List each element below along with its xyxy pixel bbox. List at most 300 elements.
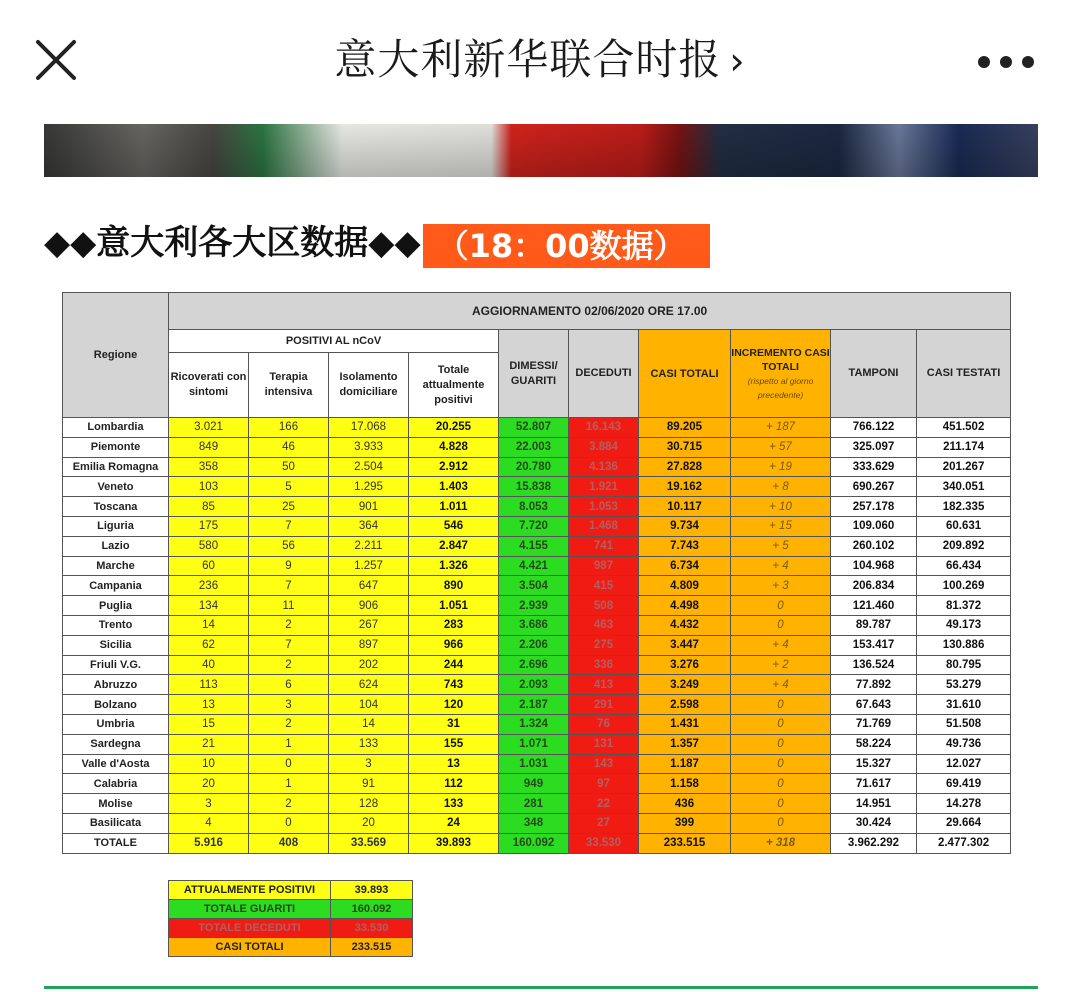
cell-terapia: 56 bbox=[249, 536, 329, 556]
diamond-icons-left: ◆◆ bbox=[44, 223, 97, 263]
cell-incremento: + 19 bbox=[731, 457, 831, 477]
header-incremento bbox=[731, 330, 831, 418]
summary-label: TOTALE DECEDUTI bbox=[169, 919, 331, 938]
cell-dimessi: 1.071 bbox=[499, 734, 569, 754]
cell-ricoverati: 5.916 bbox=[169, 833, 249, 853]
cell-totale-positivi: 24 bbox=[409, 813, 499, 833]
cell-casi-totali: 27.828 bbox=[639, 457, 731, 477]
cell-casi-testati: 12.027 bbox=[917, 754, 1011, 774]
cell-casi-totali: 4.432 bbox=[639, 615, 731, 635]
cell-dimessi: 7.720 bbox=[499, 516, 569, 536]
summary-row bbox=[169, 938, 413, 957]
table-row bbox=[63, 635, 1011, 655]
table-row bbox=[63, 754, 1011, 774]
header-casi-testati: CASI TESTATI bbox=[917, 330, 1011, 418]
cell-isolamento: 14 bbox=[329, 714, 409, 734]
cell-totale-positivi: 120 bbox=[409, 695, 499, 715]
cell-casi-testati: 60.631 bbox=[917, 516, 1011, 536]
cell-totale-positivi: 1.326 bbox=[409, 556, 499, 576]
cell-region: Umbria bbox=[63, 714, 169, 734]
header-regione: Regione bbox=[63, 293, 169, 418]
cell-deceduti: 1.921 bbox=[569, 477, 639, 497]
cell-totale-positivi: 2.912 bbox=[409, 457, 499, 477]
header-incremento-label: INCREMENTO CASI TOTALI bbox=[731, 346, 830, 373]
cell-incremento: + 187 bbox=[731, 418, 831, 438]
cell-terapia: 2 bbox=[249, 615, 329, 635]
cell-casi-totali: 1.357 bbox=[639, 734, 731, 754]
cell-dimessi: 281 bbox=[499, 794, 569, 814]
cell-region: Basilicata bbox=[63, 813, 169, 833]
cell-region: Molise bbox=[63, 794, 169, 814]
cell-totale-positivi: 743 bbox=[409, 675, 499, 695]
cell-terapia: 50 bbox=[249, 457, 329, 477]
cell-isolamento: 33.569 bbox=[329, 833, 409, 853]
cell-region: Veneto bbox=[63, 477, 169, 497]
summary-value: 160.092 bbox=[331, 900, 413, 919]
cell-casi-totali: 436 bbox=[639, 794, 731, 814]
cell-incremento: 0 bbox=[731, 734, 831, 754]
cell-isolamento: 3 bbox=[329, 754, 409, 774]
cell-tamponi: 325.097 bbox=[831, 437, 917, 457]
cell-tamponi: 260.102 bbox=[831, 536, 917, 556]
cell-totale-positivi: 39.893 bbox=[409, 833, 499, 853]
cell-ricoverati: 134 bbox=[169, 596, 249, 616]
cell-casi-testati: 340.051 bbox=[917, 477, 1011, 497]
summary-label: ATTUALMENTE POSITIVI bbox=[169, 881, 331, 900]
cell-dimessi: 2.206 bbox=[499, 635, 569, 655]
cell-region: Lazio bbox=[63, 536, 169, 556]
cell-ricoverati: 849 bbox=[169, 437, 249, 457]
header-deceduti: DECEDUTI bbox=[569, 330, 639, 418]
cell-tamponi: 71.617 bbox=[831, 774, 917, 794]
table-row bbox=[63, 774, 1011, 794]
cell-terapia: 6 bbox=[249, 675, 329, 695]
account-title-area bbox=[0, 0, 1080, 120]
cell-dimessi: 2.093 bbox=[499, 675, 569, 695]
account-title: 意大利新华联合时报 bbox=[334, 35, 722, 84]
header-totale-positivi: Totale attualmente positivi bbox=[409, 353, 499, 418]
cell-casi-totali: 4.809 bbox=[639, 576, 731, 596]
cell-tamponi: 766.122 bbox=[831, 418, 917, 438]
account-title-link[interactable] bbox=[334, 35, 745, 84]
table-row bbox=[63, 695, 1011, 715]
cell-casi-totali: 3.276 bbox=[639, 655, 731, 675]
cell-isolamento: 1.257 bbox=[329, 556, 409, 576]
cell-ricoverati: 4 bbox=[169, 813, 249, 833]
cell-region: Marche bbox=[63, 556, 169, 576]
cell-isolamento: 202 bbox=[329, 655, 409, 675]
cell-ricoverati: 175 bbox=[169, 516, 249, 536]
cell-casi-totali: 233.515 bbox=[639, 833, 731, 853]
cell-tamponi: 333.629 bbox=[831, 457, 917, 477]
cell-ricoverati: 20 bbox=[169, 774, 249, 794]
cell-region: Liguria bbox=[63, 516, 169, 536]
cell-tamponi: 14.951 bbox=[831, 794, 917, 814]
cell-ricoverati: 62 bbox=[169, 635, 249, 655]
cell-tamponi: 104.968 bbox=[831, 556, 917, 576]
cell-region: Piemonte bbox=[63, 437, 169, 457]
cell-dimessi: 2.939 bbox=[499, 596, 569, 616]
cell-region: Sardegna bbox=[63, 734, 169, 754]
cell-totale-positivi: 2.847 bbox=[409, 536, 499, 556]
cell-dimessi: 949 bbox=[499, 774, 569, 794]
cell-casi-totali: 1.158 bbox=[639, 774, 731, 794]
cell-casi-totali: 2.598 bbox=[639, 695, 731, 715]
summary-value: 233.515 bbox=[331, 938, 413, 957]
cell-incremento: + 3 bbox=[731, 576, 831, 596]
chevron-right-icon: › bbox=[729, 39, 746, 83]
table-row bbox=[63, 437, 1011, 457]
cell-dimessi: 8.053 bbox=[499, 497, 569, 517]
cell-dimessi: 348 bbox=[499, 813, 569, 833]
cell-region: Bolzano bbox=[63, 695, 169, 715]
summary-rows bbox=[169, 881, 413, 957]
header-incremento-note: (rispetto al giorno precedente) bbox=[747, 375, 814, 400]
cell-deceduti: 16.143 bbox=[569, 418, 639, 438]
cell-isolamento: 364 bbox=[329, 516, 409, 536]
cell-dimessi: 22.003 bbox=[499, 437, 569, 457]
cell-incremento: + 4 bbox=[731, 556, 831, 576]
cell-tamponi: 3.962.292 bbox=[831, 833, 917, 853]
cell-totale-positivi: 966 bbox=[409, 635, 499, 655]
region-data-table bbox=[62, 292, 1011, 854]
cell-tamponi: 77.892 bbox=[831, 675, 917, 695]
cell-deceduti: 987 bbox=[569, 556, 639, 576]
cell-dimessi: 1.324 bbox=[499, 714, 569, 734]
cell-isolamento: 2.504 bbox=[329, 457, 409, 477]
cell-isolamento: 133 bbox=[329, 734, 409, 754]
table-row bbox=[63, 477, 1011, 497]
cell-deceduti: 415 bbox=[569, 576, 639, 596]
cell-casi-totali: 10.117 bbox=[639, 497, 731, 517]
summary-table bbox=[168, 880, 413, 957]
cell-deceduti: 4.136 bbox=[569, 457, 639, 477]
cell-deceduti: 1.053 bbox=[569, 497, 639, 517]
cell-region: Friuli V.G. bbox=[63, 655, 169, 675]
cell-region: Sicilia bbox=[63, 635, 169, 655]
cell-tamponi: 89.787 bbox=[831, 615, 917, 635]
cell-incremento: + 2 bbox=[731, 655, 831, 675]
cell-tamponi: 153.417 bbox=[831, 635, 917, 655]
cell-terapia: 1 bbox=[249, 774, 329, 794]
cell-terapia: 3 bbox=[249, 695, 329, 715]
cell-isolamento: 624 bbox=[329, 675, 409, 695]
cell-isolamento: 2.211 bbox=[329, 536, 409, 556]
cell-isolamento: 17.068 bbox=[329, 418, 409, 438]
cell-terapia: 0 bbox=[249, 754, 329, 774]
cell-tamponi: 121.460 bbox=[831, 596, 917, 616]
cell-tamponi: 257.178 bbox=[831, 497, 917, 517]
cell-incremento: + 10 bbox=[731, 497, 831, 517]
cell-ricoverati: 358 bbox=[169, 457, 249, 477]
cell-casi-totali: 89.205 bbox=[639, 418, 731, 438]
cell-region: Campania bbox=[63, 576, 169, 596]
cell-casi-testati: 2.477.302 bbox=[917, 833, 1011, 853]
cell-dimessi: 15.838 bbox=[499, 477, 569, 497]
cell-region: Valle d'Aosta bbox=[63, 754, 169, 774]
header-casi-totali: CASI TOTALI bbox=[639, 330, 731, 418]
header-update-title: AGGIORNAMENTO 02/06/2020 ORE 17.00 bbox=[169, 293, 1011, 330]
cell-casi-totali: 6.734 bbox=[639, 556, 731, 576]
cell-totale-positivi: 155 bbox=[409, 734, 499, 754]
cell-tamponi: 136.524 bbox=[831, 655, 917, 675]
cell-terapia: 166 bbox=[249, 418, 329, 438]
cell-isolamento: 906 bbox=[329, 596, 409, 616]
cell-casi-testati: 130.886 bbox=[917, 635, 1011, 655]
cell-incremento: 0 bbox=[731, 596, 831, 616]
cell-tamponi: 206.834 bbox=[831, 576, 917, 596]
cell-totale-positivi: 13 bbox=[409, 754, 499, 774]
cell-dimessi: 2.187 bbox=[499, 695, 569, 715]
cell-tamponi: 58.224 bbox=[831, 734, 917, 754]
cell-region: Trento bbox=[63, 615, 169, 635]
cell-terapia: 9 bbox=[249, 556, 329, 576]
cell-tamponi: 30.424 bbox=[831, 813, 917, 833]
cell-isolamento: 647 bbox=[329, 576, 409, 596]
cell-tamponi: 15.327 bbox=[831, 754, 917, 774]
cell-region: Lombardia bbox=[63, 418, 169, 438]
cell-deceduti: 336 bbox=[569, 655, 639, 675]
table-row bbox=[63, 516, 1011, 536]
cell-terapia: 7 bbox=[249, 516, 329, 536]
cell-region: Puglia bbox=[63, 596, 169, 616]
summary-label: TOTALE GUARITI bbox=[169, 900, 331, 919]
cell-casi-testati: 80.795 bbox=[917, 655, 1011, 675]
cell-incremento: + 4 bbox=[731, 635, 831, 655]
cell-incremento: + 4 bbox=[731, 675, 831, 695]
cell-casi-testati: 209.892 bbox=[917, 536, 1011, 556]
more-icon[interactable] bbox=[978, 56, 1034, 68]
cell-dimessi: 3.686 bbox=[499, 615, 569, 635]
cell-casi-testati: 53.279 bbox=[917, 675, 1011, 695]
cell-casi-testati: 100.269 bbox=[917, 576, 1011, 596]
cell-casi-testati: 29.664 bbox=[917, 813, 1011, 833]
cell-terapia: 408 bbox=[249, 833, 329, 853]
table-row bbox=[63, 556, 1011, 576]
cell-totale-positivi: 283 bbox=[409, 615, 499, 635]
cell-deceduti: 143 bbox=[569, 754, 639, 774]
cell-deceduti: 76 bbox=[569, 714, 639, 734]
cell-tamponi: 71.769 bbox=[831, 714, 917, 734]
cell-tamponi: 67.643 bbox=[831, 695, 917, 715]
summary-value: 39.893 bbox=[331, 881, 413, 900]
cell-isolamento: 104 bbox=[329, 695, 409, 715]
table-row bbox=[63, 655, 1011, 675]
cell-isolamento: 128 bbox=[329, 794, 409, 814]
cell-casi-testati: 51.508 bbox=[917, 714, 1011, 734]
diamond-icons-right: ◆◆ bbox=[368, 223, 421, 263]
section-divider bbox=[44, 986, 1038, 989]
cell-ricoverati: 113 bbox=[169, 675, 249, 695]
cell-deceduti: 3.884 bbox=[569, 437, 639, 457]
cell-deceduti: 463 bbox=[569, 615, 639, 635]
total-row bbox=[63, 833, 1011, 853]
cell-ricoverati: 40 bbox=[169, 655, 249, 675]
cell-incremento: 0 bbox=[731, 794, 831, 814]
cell-dimessi: 3.504 bbox=[499, 576, 569, 596]
cell-totale-positivi: 31 bbox=[409, 714, 499, 734]
cell-isolamento: 20 bbox=[329, 813, 409, 833]
cell-deceduti: 508 bbox=[569, 596, 639, 616]
cell-tamponi: 690.267 bbox=[831, 477, 917, 497]
table-row bbox=[63, 596, 1011, 616]
cell-terapia: 0 bbox=[249, 813, 329, 833]
summary-row bbox=[169, 900, 413, 919]
header-tamponi: TAMPONI bbox=[831, 330, 917, 418]
cell-totale-positivi: 890 bbox=[409, 576, 499, 596]
cell-deceduti: 291 bbox=[569, 695, 639, 715]
cell-incremento: 0 bbox=[731, 714, 831, 734]
cell-deceduti: 97 bbox=[569, 774, 639, 794]
cell-dimessi: 4.155 bbox=[499, 536, 569, 556]
time-badge: （18：00数据） bbox=[423, 224, 710, 268]
table-row bbox=[63, 794, 1011, 814]
cell-ricoverati: 3.021 bbox=[169, 418, 249, 438]
cell-casi-totali: 4.498 bbox=[639, 596, 731, 616]
cell-incremento: + 57 bbox=[731, 437, 831, 457]
header-terapia: Terapia intensiva bbox=[249, 353, 329, 418]
cell-ricoverati: 14 bbox=[169, 615, 249, 635]
cell-casi-testati: 211.174 bbox=[917, 437, 1011, 457]
cell-incremento: 0 bbox=[731, 695, 831, 715]
cell-casi-totali: 9.734 bbox=[639, 516, 731, 536]
table-row bbox=[63, 418, 1011, 438]
cell-casi-testati: 49.736 bbox=[917, 734, 1011, 754]
cell-terapia: 25 bbox=[249, 497, 329, 517]
cell-region: Toscana bbox=[63, 497, 169, 517]
header-isolamento: Isolamento domiciliare bbox=[329, 353, 409, 418]
header-positivi-group: POSITIVI AL nCoV bbox=[169, 330, 499, 353]
cell-ricoverati: 10 bbox=[169, 754, 249, 774]
cell-casi-totali: 399 bbox=[639, 813, 731, 833]
header-ricoverati: Ricoverati con sintomi bbox=[169, 353, 249, 418]
cell-casi-totali: 30.715 bbox=[639, 437, 731, 457]
cell-terapia: 1 bbox=[249, 734, 329, 754]
heading-text: 意大利各大区数据 bbox=[96, 223, 369, 263]
table-row bbox=[63, 734, 1011, 754]
cell-casi-totali: 19.162 bbox=[639, 477, 731, 497]
cell-terapia: 2 bbox=[249, 714, 329, 734]
cell-casi-totali: 3.249 bbox=[639, 675, 731, 695]
cell-ricoverati: 15 bbox=[169, 714, 249, 734]
cell-terapia: 2 bbox=[249, 655, 329, 675]
region-rows bbox=[63, 418, 1011, 854]
cell-region: Calabria bbox=[63, 774, 169, 794]
cell-casi-totali: 3.447 bbox=[639, 635, 731, 655]
cell-ricoverati: 103 bbox=[169, 477, 249, 497]
cell-casi-testati: 49.173 bbox=[917, 615, 1011, 635]
cell-region: TOTALE bbox=[63, 833, 169, 853]
table-row bbox=[63, 536, 1011, 556]
cell-deceduti: 413 bbox=[569, 675, 639, 695]
summary-label: CASI TOTALI bbox=[169, 938, 331, 957]
cell-isolamento: 901 bbox=[329, 497, 409, 517]
table-row bbox=[63, 714, 1011, 734]
cell-casi-totali: 7.743 bbox=[639, 536, 731, 556]
table-row bbox=[63, 675, 1011, 695]
cell-casi-totali: 1.431 bbox=[639, 714, 731, 734]
cell-deceduti: 275 bbox=[569, 635, 639, 655]
cell-incremento: + 15 bbox=[731, 516, 831, 536]
cell-deceduti: 33.530 bbox=[569, 833, 639, 853]
cell-totale-positivi: 133 bbox=[409, 794, 499, 814]
close-icon[interactable] bbox=[34, 38, 78, 82]
cell-totale-positivi: 20.255 bbox=[409, 418, 499, 438]
cell-casi-testati: 451.502 bbox=[917, 418, 1011, 438]
cell-incremento: 0 bbox=[731, 754, 831, 774]
cell-ricoverati: 85 bbox=[169, 497, 249, 517]
cell-incremento: + 318 bbox=[731, 833, 831, 853]
cell-region: Emilia Romagna bbox=[63, 457, 169, 477]
cell-terapia: 7 bbox=[249, 576, 329, 596]
cell-isolamento: 1.295 bbox=[329, 477, 409, 497]
summary-value: 33.530 bbox=[331, 919, 413, 938]
cell-dimessi: 20.780 bbox=[499, 457, 569, 477]
cell-totale-positivi: 112 bbox=[409, 774, 499, 794]
cell-casi-testati: 69.419 bbox=[917, 774, 1011, 794]
cell-terapia: 2 bbox=[249, 794, 329, 814]
cell-totale-positivi: 244 bbox=[409, 655, 499, 675]
cell-terapia: 11 bbox=[249, 596, 329, 616]
cell-ricoverati: 60 bbox=[169, 556, 249, 576]
cell-incremento: 0 bbox=[731, 615, 831, 635]
cell-totale-positivi: 546 bbox=[409, 516, 499, 536]
cell-isolamento: 897 bbox=[329, 635, 409, 655]
cell-dimessi: 4.421 bbox=[499, 556, 569, 576]
cell-incremento: + 8 bbox=[731, 477, 831, 497]
cell-incremento: 0 bbox=[731, 774, 831, 794]
cell-ricoverati: 13 bbox=[169, 695, 249, 715]
cell-casi-testati: 81.372 bbox=[917, 596, 1011, 616]
cell-totale-positivi: 4.828 bbox=[409, 437, 499, 457]
table-row bbox=[63, 457, 1011, 477]
cell-dimessi: 160.092 bbox=[499, 833, 569, 853]
cell-terapia: 5 bbox=[249, 477, 329, 497]
cell-dimessi: 1.031 bbox=[499, 754, 569, 774]
cell-totale-positivi: 1.011 bbox=[409, 497, 499, 517]
cell-ricoverati: 21 bbox=[169, 734, 249, 754]
table-row bbox=[63, 576, 1011, 596]
cell-deceduti: 1.468 bbox=[569, 516, 639, 536]
cell-dimessi: 2.696 bbox=[499, 655, 569, 675]
cell-dimessi: 52.807 bbox=[499, 418, 569, 438]
cell-isolamento: 91 bbox=[329, 774, 409, 794]
cell-incremento: 0 bbox=[731, 813, 831, 833]
cell-ricoverati: 236 bbox=[169, 576, 249, 596]
cell-casi-testati: 201.267 bbox=[917, 457, 1011, 477]
cell-casi-totali: 1.187 bbox=[639, 754, 731, 774]
cell-deceduti: 22 bbox=[569, 794, 639, 814]
table-row bbox=[63, 615, 1011, 635]
cell-totale-positivi: 1.403 bbox=[409, 477, 499, 497]
cell-deceduti: 741 bbox=[569, 536, 639, 556]
cell-isolamento: 267 bbox=[329, 615, 409, 635]
cell-casi-testati: 66.434 bbox=[917, 556, 1011, 576]
cell-casi-testati: 14.278 bbox=[917, 794, 1011, 814]
summary-row bbox=[169, 881, 413, 900]
cell-incremento: + 5 bbox=[731, 536, 831, 556]
cell-region: Abruzzo bbox=[63, 675, 169, 695]
header-dimessi: DIMESSI/ GUARITI bbox=[499, 330, 569, 418]
cell-isolamento: 3.933 bbox=[329, 437, 409, 457]
table-row bbox=[63, 497, 1011, 517]
cell-tamponi: 109.060 bbox=[831, 516, 917, 536]
cell-terapia: 7 bbox=[249, 635, 329, 655]
cell-casi-testati: 182.335 bbox=[917, 497, 1011, 517]
top-nav-bar bbox=[0, 0, 1080, 120]
cell-ricoverati: 580 bbox=[169, 536, 249, 556]
cell-ricoverati: 3 bbox=[169, 794, 249, 814]
